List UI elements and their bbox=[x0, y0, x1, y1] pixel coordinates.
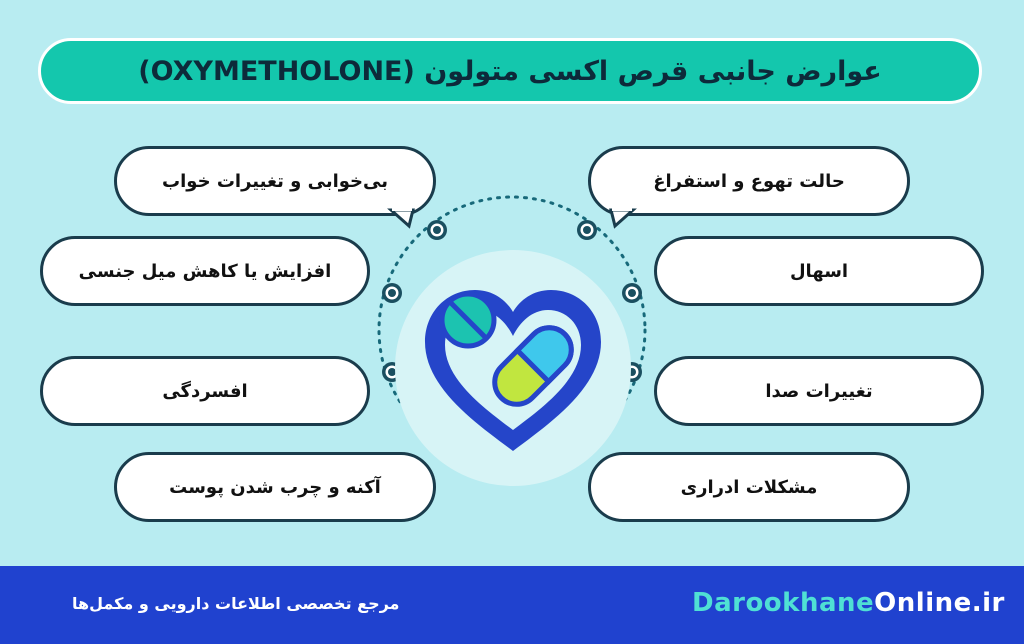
center-emblem bbox=[393, 248, 633, 488]
connector-node bbox=[427, 220, 447, 240]
side-effect-nausea: حالت تهوع و استفراغ bbox=[588, 146, 910, 216]
side-effect-depression: افسردگی bbox=[40, 356, 370, 426]
side-effect-libido: افزایش یا کاهش میل جنسی bbox=[40, 236, 370, 306]
side-effect-voice-change: تغییرات صدا bbox=[654, 356, 984, 426]
connector-node bbox=[577, 220, 597, 240]
page-title: عوارض جانبی قرص اکسی متولون (OXYMETHOLONE) bbox=[138, 55, 882, 87]
side-effect-insomnia: بی‌خوابی و تغییرات خواب bbox=[114, 146, 436, 216]
side-effect-diarrhea: اسهال bbox=[654, 236, 984, 306]
pill-icon bbox=[442, 294, 494, 346]
footer-slogan: مرجع تخصصی اطلاعات دارویی و مکمل‌ها bbox=[72, 594, 400, 613]
side-effect-urinary: مشکلات ادراری bbox=[588, 452, 910, 522]
side-effect-acne: آکنه و چرب شدن پوست bbox=[114, 452, 436, 522]
footer-bar bbox=[0, 566, 1024, 644]
brand-logo[interactable]: DarookhaneOnline.ir bbox=[692, 588, 1005, 618]
